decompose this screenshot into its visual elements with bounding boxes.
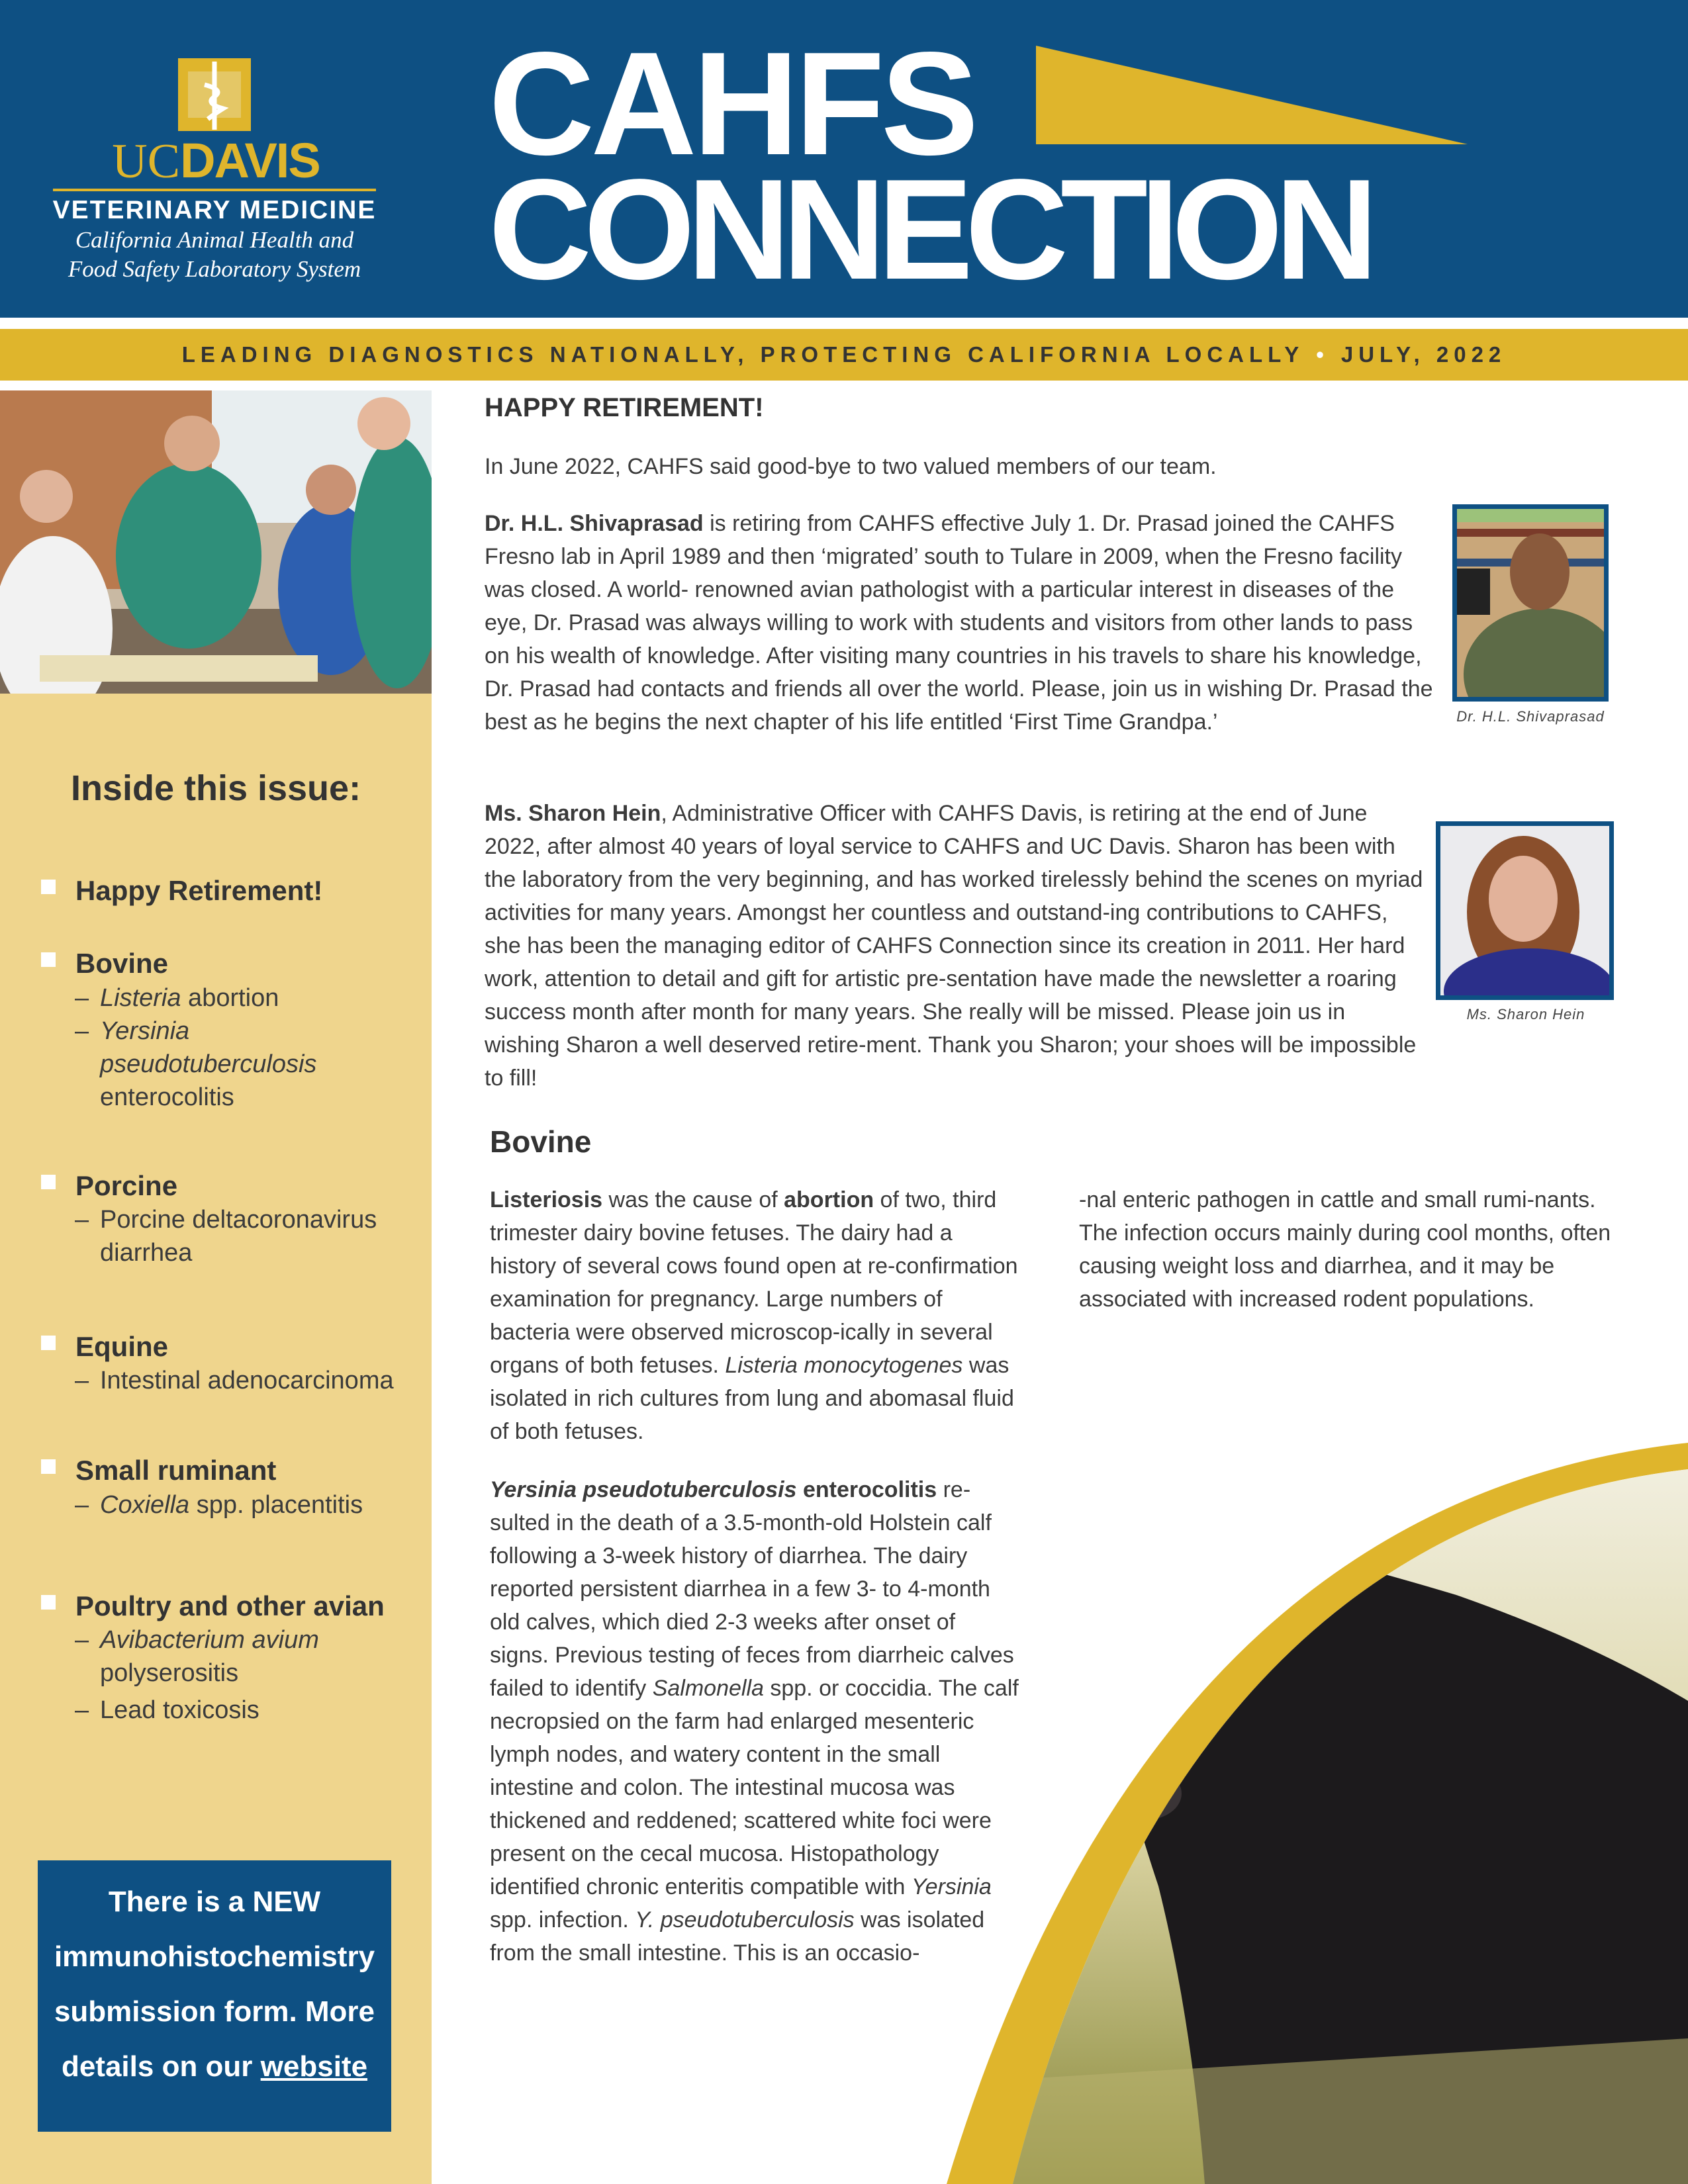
hein-photo [1436,821,1614,1000]
toc-subitem-text: polyserositis [100,1659,239,1687]
logo-davis: DAVIS [180,133,320,188]
dash: – [75,1626,89,1654]
dash: – [75,984,89,1012]
toc-item-small-ruminant[interactable]: Small ruminant [75,1455,277,1486]
yersinia-paragraph-continued: -nal enteric pathogen in cattle and small rumi-nants. The infection occurs mainly during cool months, often causing weight loss and diarrhea, and it may be associated with increased rodent populations. [1079,1187,1611,1312]
italic-term: Y. pseudotuberculosis [635,1907,855,1933]
shivaprasad-paragraph [485,507,1438,739]
toc-subitem-italic: Coxiella [100,1491,190,1519]
tagline [0,342,1688,367]
toc-subitem[interactable] [75,1623,365,1690]
toc-subitem-text: Lead toxicosis [100,1696,259,1724]
toc-subitem-text: abortion [181,984,279,1012]
toc-subitem[interactable] [75,981,418,1015]
text: re-sulted in the death of a 3.5-month-old Holstein calf following a 3-week history of diarrhea. The dairy reported persistent diarrhea in a few 3- to 4-month old calves, which died 2-3 weeks after onset of signs. Previous testing of feces from diarrheic calves failed to identify [490,1477,1014,1701]
section-heading-bovine: Bovine [490,1124,592,1159]
italic-term: Yersinia [911,1874,992,1899]
tagline-text: LEADING DIAGNOSTICS NATIONALLY, PROTECTING CALIFORNIA LOCALLY [181,342,1305,367]
shivaprasad-text: is retiring from CAHFS effective July 1. Dr. Prasad joined the CAHFS Fresno lab in April 1989 and then ‘migrated’ south to Tulare in 2009, when the Fresno facility was closed. A world- renowned avian pathologist with a particular interest in diseases of the eye, Dr. Prasad was always willing to work with students and visitors from other lands to pass on his wealth of knowledge. After visiting many countries in his travels to share his knowledge, Dr. Prasad had contacts and friends all over the world. Please, join us in wishing Dr. Prasad the best as he begins the next chapter of his life entitled ‘First Time Grandpa.’ [485,511,1433,735]
text: was isolated from the small intestine. This is an occasio- [490,1907,985,1966]
tagline-separator: • [1316,342,1329,367]
promo-box [38,1860,391,2132]
toc-subitem[interactable] [75,1203,418,1269]
toc-subitem-italic: Yersinia pseudotuberculosis [100,1017,317,1078]
text: was isolated in rich cultures from lung and abomasal fluid of both fetuses. [490,1353,1014,1444]
promo-text: There is a NEW immunohistochemistry submission form. More details on our [54,1886,375,2083]
bold-term: enterocolitis [796,1477,937,1502]
dash: – [75,1491,89,1519]
toc-subitem[interactable] [75,1694,418,1727]
toc-subitem[interactable] [75,1488,418,1522]
shivaprasad-name: Dr. H.L. Shivaprasad [485,511,704,536]
toc-subitem-italic: Avibacterium avium [100,1626,319,1654]
shivaprasad-caption: Dr. H.L. Shivaprasad [1456,708,1605,725]
italic-term: Salmonella [652,1676,764,1701]
logo-uc: UC [112,134,181,189]
toc-subitem-text: spp. placentitis [189,1491,363,1519]
toc-item-porcine[interactable]: Porcine [75,1170,178,1201]
hein-paragraph [485,797,1425,1095]
black-cow-photo [927,1423,1688,2184]
toc-item-poultry[interactable]: Poultry and other avian [75,1590,385,1621]
school-name: VETERINARY MEDICINE [52,196,377,224]
italic-term: Listeria monocytogenes [725,1353,963,1378]
bold-term: abortion [784,1187,874,1212]
newsletter-title-line2: CONNECTION [489,149,1370,309]
dash: – [75,1017,89,1045]
text: was the cause of [602,1187,784,1212]
retirement-intro: In June 2022, CAHFS said good-bye to two valued members of our team. [485,454,1217,479]
toc-item-happy-retirement[interactable]: Happy Retirement! [75,875,323,906]
text: spp. infection. [490,1907,635,1933]
hein-caption: Ms. Sharon Hein [1466,1006,1585,1023]
toc-title: Inside this issue: [70,768,361,808]
shivaprasad-photo [1452,504,1609,702]
lab-team-photo [0,390,432,694]
toc-subitem-text: Intestinal adenocarcinoma [100,1367,394,1394]
toc-item-bovine[interactable]: Bovine [75,948,169,979]
lab-name-line2: Food Safety Laboratory System [68,256,361,282]
website-link[interactable]: website [260,2050,368,2083]
hein-name: Ms. Sharon Hein [485,801,661,826]
listeria-paragraph [490,1183,1019,1448]
dash: – [75,1367,89,1394]
hein-text: , Administrative Officer with CAHFS Davis, is retiring at the end of June 2022, after almost 40 years of loyal service to CAHFS and UC Davis. Sharon has been with the laboratory from the very beginning, and has worked tirelessly behind the scenes on myriad activities for many years. Amongst her countless and outstand-ing contributions to CAHFS, she has been the managing editor of CAHFS Connection since its creation in 2011. Her hard work, attention to detail and gift for artistic pre-sentation have made the newsletter a roaring success month after month for many years. She really will be missed. Please join us in wishing Sharon a well deserved retire-ment. Thank you Sharon; your shoes will be impossible to fill! [485,801,1423,1091]
toc-item-equine[interactable]: Equine [75,1331,169,1362]
toc-subitem[interactable] [75,1364,418,1397]
toc-subitem-text: enterocolitis [100,1083,234,1111]
text: spp. or coccidia. The calf necropsied on the farm had enlarged mesenteric lymph nodes, and watery content in the small intestine and colon. The intestinal mucosa was thickened and reddened; scattered white foci were present on the cecal mucosa. Histopathology identified chronic enteritis compatible with [490,1676,1019,1899]
section-heading-retirement: HAPPY RETIREMENT! [485,393,764,422]
toc-subitem-text: Porcine deltacoronavirus diarrhea [100,1206,377,1267]
dash: – [75,1696,89,1724]
issue-date: JULY, 2022 [1340,342,1507,367]
bold-italic-term: Yersinia pseudotuberculosis [490,1477,797,1502]
dash: – [75,1206,89,1234]
toc-subitem[interactable] [75,1015,365,1114]
bold-term: Listeriosis [490,1187,603,1212]
newsletter-title-line1: CAHFS [489,22,975,186]
toc-subitem-italic: Listeria [100,984,181,1012]
lab-name-line1: California Animal Health and [75,227,354,253]
text: of two, third trimester dairy bovine fetuses. The dairy had a history of several cows found open at re-confirmation examination for pregnancy. Large numbers of bacteria were observed microscop-ically in several organs of both fetuses. [490,1187,1018,1378]
